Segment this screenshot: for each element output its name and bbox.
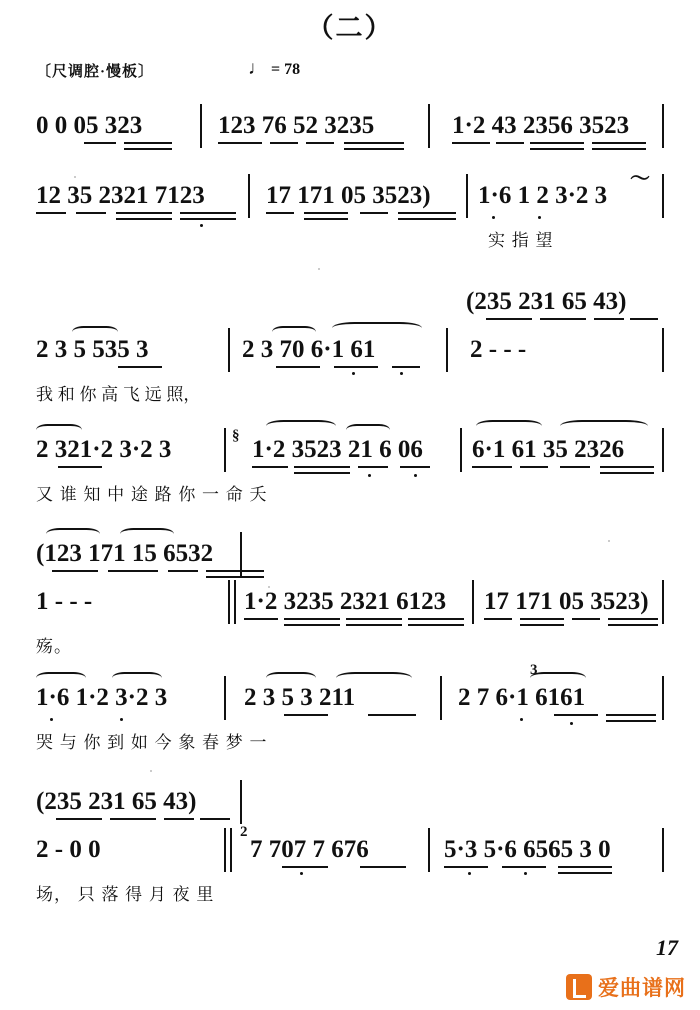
beam (282, 866, 328, 868)
beam (116, 212, 172, 214)
beam (52, 570, 98, 572)
beam (496, 142, 524, 144)
beam (360, 866, 406, 868)
system-2-lyrics: 实 指 望 (488, 231, 554, 250)
beam (252, 466, 288, 468)
octave-dot (120, 718, 123, 721)
barline (446, 328, 448, 372)
system-3-lyrics-text: 我 和 你 高 飞 远 照， (36, 385, 201, 404)
barline (662, 580, 664, 624)
beam (346, 618, 402, 620)
barline (466, 174, 468, 218)
beam (84, 142, 116, 144)
beam (472, 466, 512, 468)
beam (200, 818, 230, 820)
beam (244, 618, 278, 620)
barline (248, 174, 250, 218)
music-logo-icon (566, 974, 592, 1000)
beam (284, 624, 340, 626)
system-7-bracket: (235 231 65 43) (36, 788, 197, 815)
beam (486, 318, 532, 320)
barline (472, 580, 474, 624)
system-4-measure-1: 2 321·2 3·2 3 (36, 436, 172, 463)
system-2-measure-3: 1·6 1 2 3·2 3 (478, 182, 608, 209)
beam (572, 618, 600, 620)
beam (294, 466, 350, 468)
beam (124, 142, 172, 144)
beam (530, 142, 584, 144)
beam (530, 148, 584, 150)
system-7-measure-3: 5·3 5·6 6565 3 0 (444, 836, 611, 863)
barline (240, 532, 242, 576)
beam (124, 148, 172, 150)
beam (284, 714, 328, 716)
beam (304, 212, 348, 214)
beam (540, 318, 586, 320)
barline (228, 328, 230, 372)
slur (336, 672, 412, 684)
slur (332, 322, 422, 334)
beam (276, 366, 320, 368)
barline (428, 104, 430, 148)
beam (294, 472, 350, 474)
segno-mark: § (232, 428, 240, 444)
system-3-measure-1: 2 3 5 535 3 (36, 336, 149, 363)
octave-dot (520, 718, 523, 721)
barline (224, 676, 226, 720)
beam (180, 212, 236, 214)
slur (266, 420, 336, 432)
slur (266, 672, 316, 684)
octave-dot (524, 872, 527, 875)
beam (266, 212, 294, 214)
triplet-mark: 3 (530, 662, 538, 678)
barline (224, 428, 226, 472)
beam (368, 714, 416, 716)
tempo-marking (248, 58, 300, 80)
octave-dot (200, 224, 203, 227)
beam (110, 818, 156, 820)
beam (600, 466, 654, 468)
beam (218, 142, 262, 144)
system-1-measure-3: 1·2 43 2356 3523 (452, 112, 630, 139)
system-2-measure-1: 12 35 2321 7123 (36, 182, 205, 209)
slur (36, 672, 86, 684)
system-6-measure-2: 2 3 5 3 211 (244, 684, 356, 711)
barline (440, 676, 442, 720)
beam (630, 318, 658, 320)
beam (592, 142, 646, 144)
beam (306, 142, 334, 144)
beam (180, 218, 236, 220)
system-3-measure-3: 2 - - - (470, 336, 527, 363)
system-2-measure-2: 17 171 05 3523) (266, 182, 431, 209)
beam (392, 366, 420, 368)
beam (608, 618, 658, 620)
system-1-measure-1: 0 0 05 323 (36, 112, 143, 139)
system-5-measure-1: 1 - - - (36, 588, 93, 615)
octave-dot (300, 872, 303, 875)
beam (408, 624, 464, 626)
octave-dot (538, 216, 541, 219)
beam (400, 466, 430, 468)
tempo-value: = 78 (271, 61, 301, 78)
page-title: （二） (306, 13, 394, 43)
octave-dot (414, 474, 417, 477)
beam (108, 570, 158, 572)
watermark-label: 爱曲谱网 (598, 977, 686, 1000)
barline (428, 828, 430, 872)
beam (344, 142, 404, 144)
system-5-lyrics: 殇。 (36, 637, 72, 656)
beam (76, 212, 106, 214)
system-3-bracket: (235 231 65 43) (466, 288, 627, 315)
barline (230, 828, 232, 872)
beam (346, 624, 402, 626)
system-3-measure-2: 2 3 70 6·1 61 (242, 336, 376, 363)
barline (662, 676, 664, 720)
system-4-lyrics: 又 谁 知 中 途 路 你 一 命 夭 (36, 485, 268, 504)
page-number: 17 (656, 935, 678, 960)
beam (600, 472, 654, 474)
beam (398, 218, 456, 220)
octave-dot (570, 722, 573, 725)
slur (36, 424, 82, 436)
beam (284, 618, 340, 620)
slur (120, 528, 174, 540)
mode-label: 〔尺调腔·慢板〕 (36, 64, 155, 80)
beam (206, 576, 264, 578)
slur (530, 672, 586, 684)
beam (558, 872, 612, 874)
beam (520, 466, 548, 468)
beam (554, 714, 598, 716)
beam (520, 624, 564, 626)
beam (606, 714, 656, 716)
octave-dot (368, 474, 371, 477)
system-5-measure-2: 1·2 3235 2321 6123 (244, 588, 447, 615)
slur (112, 672, 162, 684)
barline (662, 428, 664, 472)
beam (360, 212, 388, 214)
beam (558, 866, 612, 868)
slur (46, 528, 100, 540)
system-7-lyrics: 场， 只 落 得 月 夜 里 (36, 885, 215, 904)
system-4-measure-3: 6·1 61 35 2326 (472, 436, 625, 463)
system-6-measure-1: 1·6 1·2 3·2 3 (36, 684, 168, 711)
vibrato-icon: 〜 (630, 168, 650, 190)
system-5-bracket: (123 171 15 6532 (36, 540, 214, 567)
system-7-measure-2: 7 707 7 676 (250, 836, 369, 863)
barline (662, 328, 664, 372)
beam (168, 570, 198, 572)
beam (520, 618, 564, 620)
system-7-measure-1: 2 - 0 0 (36, 836, 101, 863)
slur (560, 420, 648, 432)
beam (452, 142, 490, 144)
beam (36, 212, 66, 214)
beam (606, 720, 656, 722)
beam (560, 466, 590, 468)
barline (228, 580, 230, 624)
barline (662, 104, 664, 148)
system-1-measure-2: 123 76 52 3235 (218, 112, 375, 139)
beam (408, 618, 464, 620)
slur (476, 420, 542, 432)
beam (444, 866, 488, 868)
beam (118, 366, 162, 368)
octave-dot (50, 718, 53, 721)
ending-2-mark: 2 (240, 824, 248, 840)
barline (662, 828, 664, 872)
beam (304, 218, 348, 220)
octave-dot (352, 372, 355, 375)
site-watermark (566, 972, 686, 1002)
octave-dot (492, 216, 495, 219)
beam (608, 624, 658, 626)
beam (334, 366, 378, 368)
octave-dot (400, 372, 403, 375)
quarter-note-icon: ♩ (248, 58, 267, 79)
octave-dot (468, 872, 471, 875)
beam (206, 570, 264, 572)
barline (234, 580, 236, 624)
system-6-lyrics: 哭 与 你 到 如 今 象 春 梦 一 (36, 733, 268, 752)
system-3-lyrics (36, 380, 200, 405)
slur (346, 424, 390, 436)
beam (592, 148, 646, 150)
beam (502, 866, 546, 868)
barline (460, 428, 462, 472)
beam (358, 466, 388, 468)
barline (662, 174, 664, 218)
barline (240, 780, 242, 824)
beam (594, 318, 624, 320)
beam (398, 212, 456, 214)
beam (56, 818, 102, 820)
system-5-measure-3: 17 171 05 3523) (484, 588, 649, 615)
system-4-measure-2: 1·2 3523 21 6 06 (252, 436, 423, 463)
beam (344, 148, 404, 150)
beam (164, 818, 194, 820)
system-6-measure-3: 2 7 6·1 6161 (458, 684, 586, 711)
beam (270, 142, 298, 144)
beam (58, 466, 102, 468)
beam (484, 618, 512, 620)
beam (116, 218, 172, 220)
barline (200, 104, 202, 148)
barline (224, 828, 226, 872)
